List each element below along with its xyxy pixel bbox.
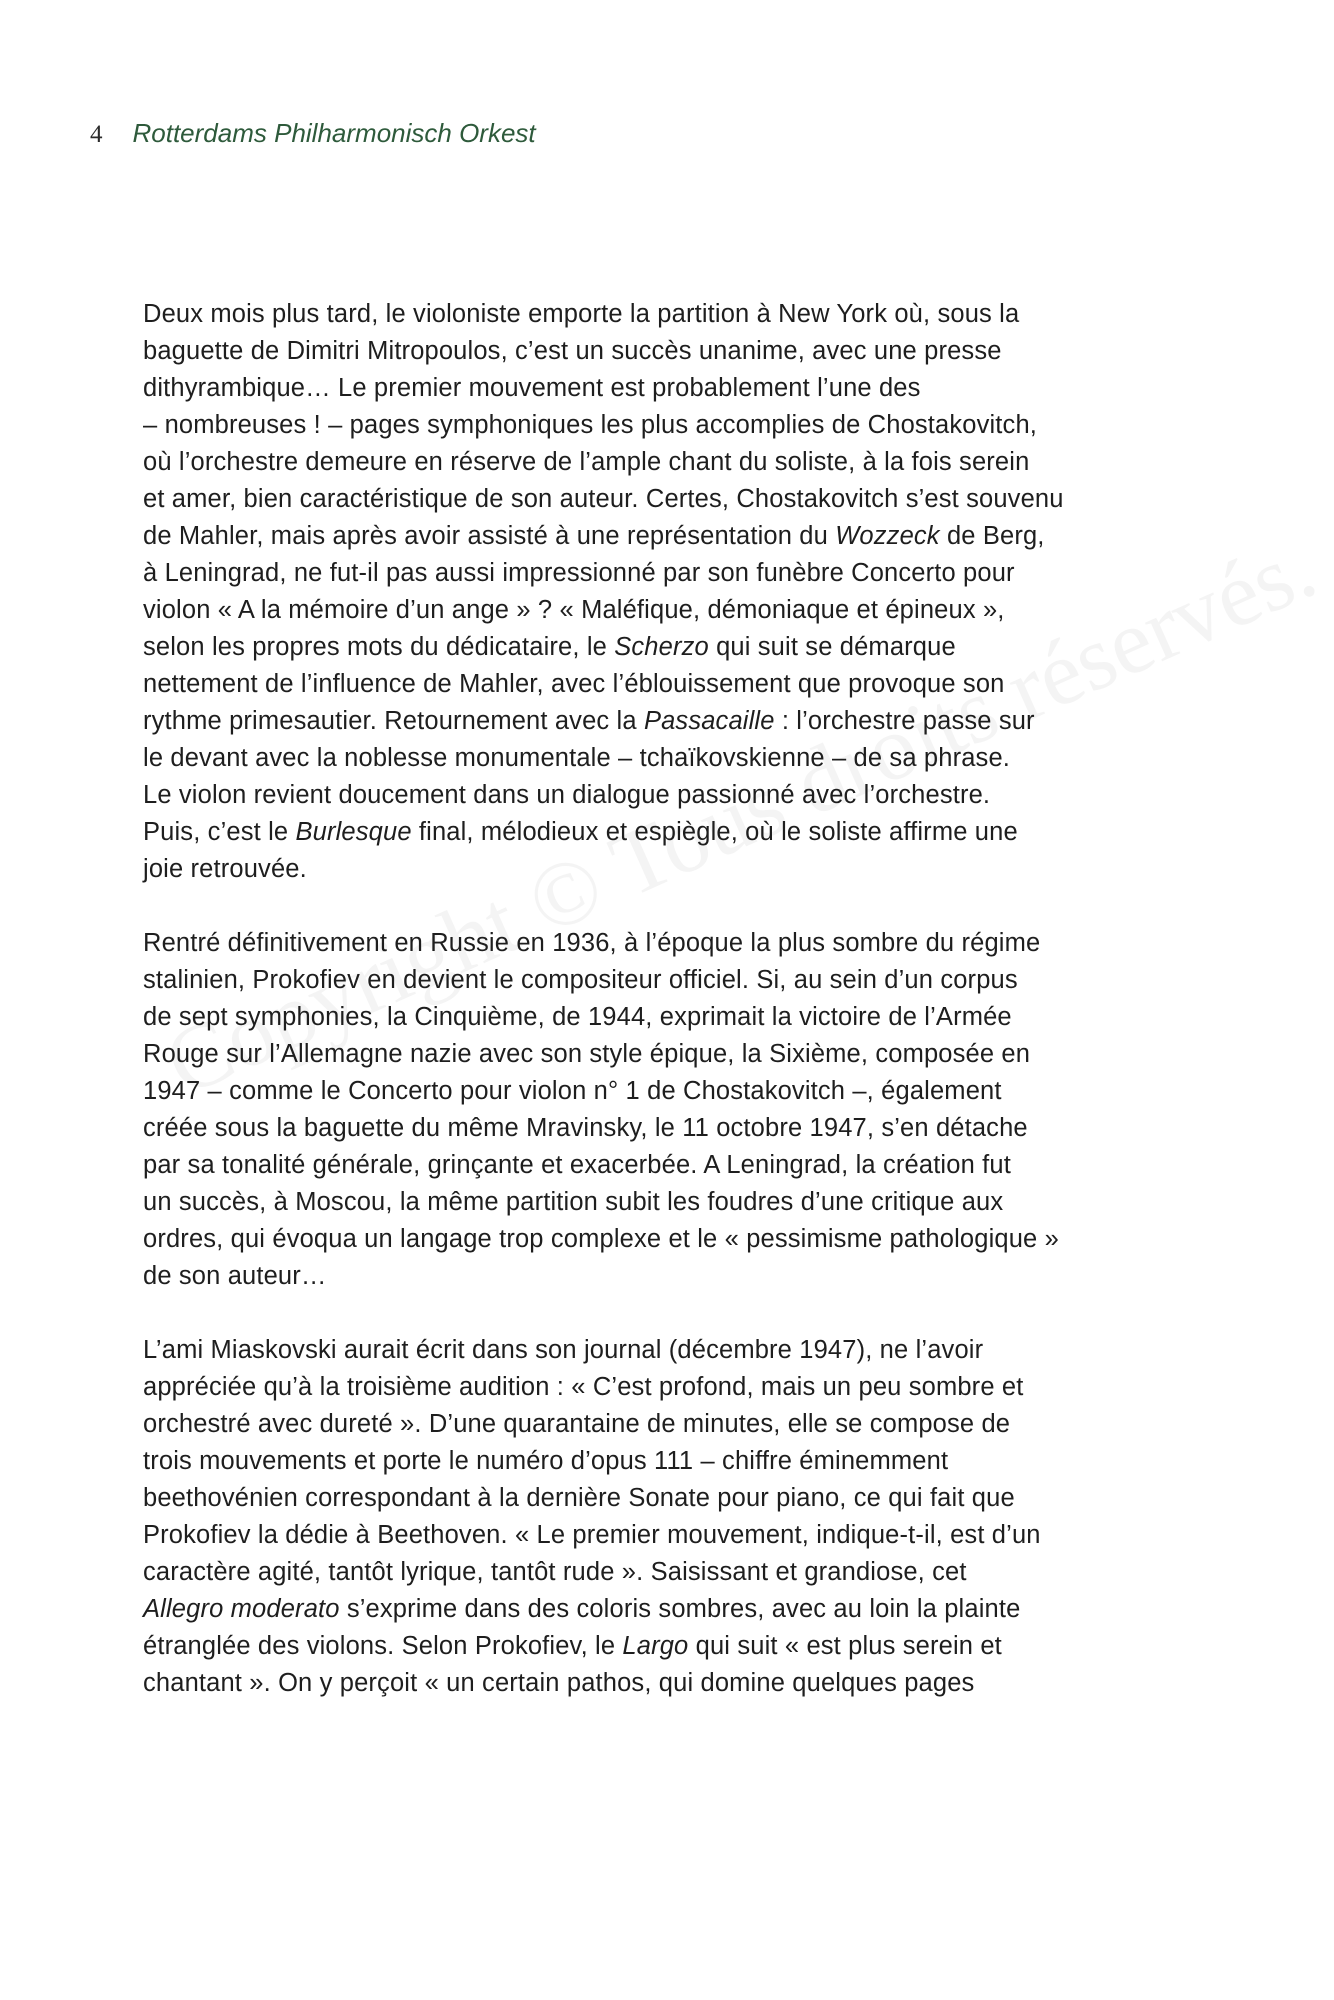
- text-line: [143, 296, 1193, 333]
- text-line: [143, 1517, 1193, 1554]
- text-line: [143, 1443, 1193, 1480]
- text-segment: à Leningrad, ne fut-il pas aussi impressionné par son funèbre Concerto pour: [143, 559, 1015, 587]
- text-line: [143, 518, 1193, 555]
- italic-title: Largo: [622, 1632, 689, 1660]
- text-segment: caractère agité, tantôt lyrique, tantôt rude ». Saisissant et grandiose, cet: [143, 1558, 967, 1586]
- text-line: [143, 925, 1193, 962]
- text-line: [143, 1221, 1193, 1258]
- text-line: [143, 481, 1193, 518]
- text-segment: L’ami Miaskovski aurait écrit dans son journal (décembre 1947), ne l’avoir: [143, 1336, 984, 1364]
- text-line: [143, 1554, 1193, 1591]
- text-segment: un succès, à Moscou, la même partition subit les foudres d’une critique aux: [143, 1188, 1004, 1216]
- text-line: [143, 999, 1193, 1036]
- text-segment: : l’orchestre passe sur: [774, 707, 1035, 735]
- text-segment: qui suit « est plus serein et: [688, 1632, 1002, 1660]
- text-line: [143, 555, 1193, 592]
- text-line: [143, 703, 1193, 740]
- text-line: [143, 333, 1193, 370]
- text-line: [143, 851, 1193, 888]
- text-segment: s’exprime dans des coloris sombres, avec au loin la plainte: [339, 1595, 1021, 1623]
- text-segment: baguette de Dimitri Mitropoulos, c’est un succès unanime, avec une presse: [143, 337, 1002, 365]
- paragraph: [143, 296, 1193, 888]
- text-line: [143, 444, 1193, 481]
- text-segment: Prokofiev la dédie à Beethoven. « Le premier mouvement, indique-t-il, est d’un: [143, 1521, 1041, 1549]
- text-line: [143, 1480, 1193, 1517]
- text-segment: stalinien, Prokofiev en devient le compositeur officiel. Si, au sein d’un corpus: [143, 966, 1018, 994]
- text-segment: Puis, c’est le: [143, 818, 296, 846]
- text-segment: de son auteur…: [143, 1262, 327, 1290]
- text-line: [143, 814, 1193, 851]
- text-segment: ordres, qui évoqua un langage trop complexe et le « pessimisme pathologique »: [143, 1225, 1059, 1253]
- text-segment: 1947 – comme le Concerto pour violon n° 1 de Chostakovitch –, également: [143, 1077, 1002, 1105]
- text-segment: final, mélodieux et espiègle, où le soliste affirme une: [411, 818, 1018, 846]
- text-line: [143, 1073, 1193, 1110]
- body-text: [143, 296, 1193, 1739]
- text-segment: appréciée qu’à la troisième audition : « C’est profond, mais un peu sombre et: [143, 1373, 1024, 1401]
- text-segment: selon les propres mots du dédicataire, le: [143, 633, 615, 661]
- text-line: [143, 370, 1193, 407]
- text-segment: de Mahler, mais après avoir assisté à une représentation du: [143, 522, 836, 550]
- text-line: [143, 740, 1193, 777]
- italic-title: Scherzo: [614, 633, 709, 661]
- running-title: Rotterdams Philharmonisch Orkest: [132, 118, 536, 148]
- running-header: [90, 118, 536, 149]
- text-segment: où l’orchestre demeure en réserve de l’ample chant du soliste, à la fois serein: [143, 448, 1030, 476]
- italic-title: Allegro moderato: [143, 1595, 340, 1623]
- text-line: [143, 1591, 1193, 1628]
- text-segment: le devant avec la noblesse monumentale – tchaïkovskienne – de sa phrase.: [143, 744, 1011, 772]
- italic-title: Burlesque: [295, 818, 412, 846]
- text-line: [143, 962, 1193, 999]
- text-segment: beethovénien correspondant à la dernière Sonate pour piano, ce qui fait que: [143, 1484, 1015, 1512]
- text-line: [143, 1147, 1193, 1184]
- text-segment: de sept symphonies, la Cinquième, de 1944, exprimait la victoire de l’Armée: [143, 1003, 1012, 1031]
- text-line: [143, 777, 1193, 814]
- text-line: [143, 1665, 1193, 1702]
- text-line: [143, 407, 1193, 444]
- italic-title: Wozzeck: [835, 522, 940, 550]
- text-segment: Deux mois plus tard, le violoniste emporte la partition à New York où, sous la: [143, 300, 1020, 328]
- text-segment: et amer, bien caractéristique de son auteur. Certes, Chostakovitch s’est souvenu: [143, 485, 1064, 513]
- text-segment: Rentré définitivement en Russie en 1936, à l’époque la plus sombre du régime: [143, 929, 1041, 957]
- text-segment: créée sous la baguette du même Mravinsky, le 11 octobre 1947, s’en détache: [143, 1114, 1028, 1142]
- paragraph: [143, 1332, 1193, 1702]
- text-segment: joie retrouvée.: [143, 855, 307, 883]
- text-line: [143, 1628, 1193, 1665]
- text-segment: chantant ». On y perçoit « un certain pathos, qui domine quelques pages: [143, 1669, 975, 1697]
- text-segment: dithyrambique… Le premier mouvement est probablement l’une des: [143, 374, 921, 402]
- text-segment: qui suit se démarque: [708, 633, 956, 661]
- text-segment: nettement de l’influence de Mahler, avec l’éblouissement que provoque son: [143, 670, 1005, 698]
- text-line: [143, 1110, 1193, 1147]
- text-line: [143, 629, 1193, 666]
- italic-title: Passacaille: [643, 707, 775, 735]
- text-line: [143, 1406, 1193, 1443]
- text-line: [143, 1332, 1193, 1369]
- page-number: 4: [90, 121, 103, 148]
- text-segment: trois mouvements et porte le numéro d’opus 111 – chiffre éminemment: [143, 1447, 949, 1475]
- text-line: [143, 1184, 1193, 1221]
- text-line: [143, 592, 1193, 629]
- text-segment: orchestré avec dureté ». D’une quarantaine de minutes, elle se compose de: [143, 1410, 1011, 1438]
- text-segment: violon « A la mémoire d’un ange » ? « Maléfique, démoniaque et épineux »,: [143, 596, 1005, 624]
- text-line: [143, 1258, 1193, 1295]
- text-segment: Le violon revient doucement dans un dialogue passionné avec l’orchestre.: [143, 781, 991, 809]
- text-line: [143, 666, 1193, 703]
- text-segment: de Berg,: [939, 522, 1045, 550]
- text-line: [143, 1369, 1193, 1406]
- text-line: [143, 1036, 1193, 1073]
- paragraph: [143, 925, 1193, 1295]
- text-segment: par sa tonalité générale, grinçante et exacerbée. A Leningrad, la création fut: [143, 1151, 1011, 1179]
- text-segment: rythme primesautier. Retournement avec la: [143, 707, 644, 735]
- text-segment: Rouge sur l’Allemagne nazie avec son style épique, la Sixième, composée en: [143, 1040, 1031, 1068]
- text-segment: étranglée des violons. Selon Prokofiev, le: [143, 1632, 623, 1660]
- text-segment: – nombreuses ! – pages symphoniques les plus accomplies de Chostakovitch,: [143, 411, 1038, 439]
